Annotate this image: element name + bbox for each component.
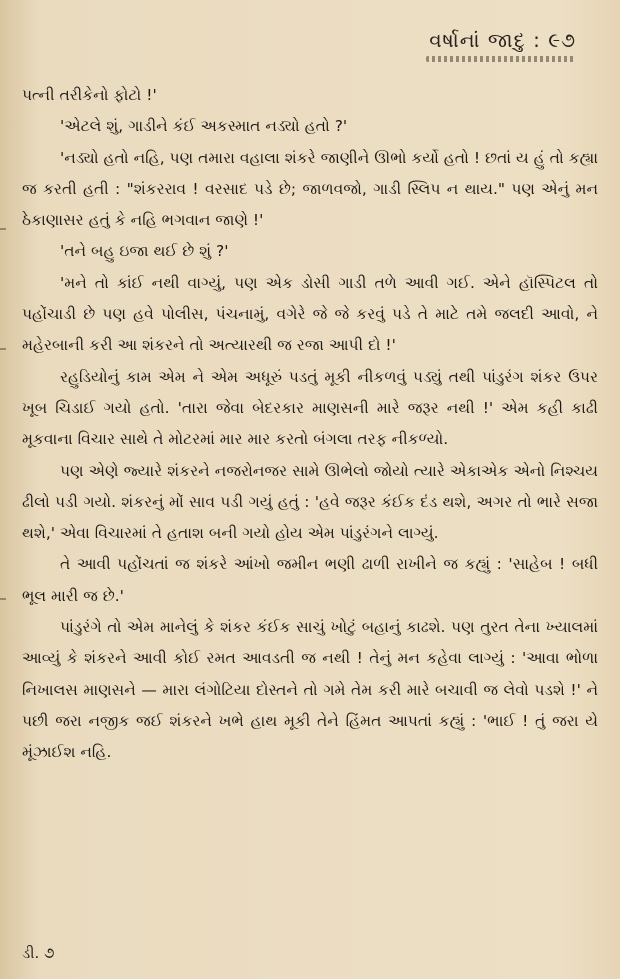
binding-mark — [0, 348, 6, 350]
paragraph: 'તને બહુ ઇજા થઈ છે શું ?' — [60, 242, 229, 261]
paragraph: તે આવી પહોંચતાં જ શંકરે આંખો જમીન ભણી ઢાળી રાખીને જ કહ્યું : 'સાહેબ ! બધી ભૂલ મારી જ છે.' — [22, 555, 598, 605]
paragraph: 'એટલે શું, ગાડીને કંઈ અકસ્માત નડ્યો હતો ?' — [60, 117, 348, 136]
running-header — [426, 28, 576, 62]
binding-mark — [0, 598, 6, 600]
paragraph: પાંડુરંગે તો એમ માનેલું કે શંકર કંઈક સાચું ખોટું બહાનું કાઢશે. પણ તુરત તેના ખ્યાલમાં આવ્યું કે શંકરને આવી કોઈ રમત આવડતી જ નથી ! તેનું મન કહેવા લાગ્યું : 'આવા ભોળા નિખાલસ માણસને — મારા લંગોટિયા દોસ્તને તો ગમે તેમ કરી મારે બચાવી જ લેવો પડશે !' ને પછી જરા નજીક જઈ શંકરને ખભે હાથ મૂકી તેને હિંમત આપતાં કહ્યું : 'ભાઈ ! તું જરા યે મૂંઝાઈશ નહિ. — [22, 618, 598, 762]
paragraph: પત્ની તરીકેનો ફોટો !' — [22, 86, 157, 104]
paragraph: પણ એણે જ્યારે શંકરને નજરોનજર સામે ઊભેલો જોયો ત્યારે એકાએક એનો નિશ્ચય ઢીલો પડી ગયો. શંકરનું મોં સાવ પડી ગયું હતું : 'હવે જરૂર કંઈક દંડ થશે, અગર તો ભારે સજા થશે,' એવા વિચારમાં તે હતાશ બની ગયો હોય એમ પાંડુરંગને લાગ્યું. — [22, 461, 598, 543]
signature-mark: ડી. ૭ — [22, 944, 55, 962]
paragraph: 'નડ્યો હતો નહિ, પણ તમારા વહાલા શંકરે જાણીને ઊભો કર્યો હતો ! છતાં ય હું તો કહ્યા જ કરતી હતી : "શંકરરાવ ! વરસાદ પડે છે; જાળવજો, ગાડી સ્લિપ ન થાય." પણ એનું મન ઠેકાણાસર હતું કે નહિ ભગવાન જાણે !' — [22, 148, 598, 230]
paragraph: 'મને તો કાંઈ નથી વાગ્યું, પણ એક ડોસી ગાડી તળે આવી ગઈ. એને હૉસ્પિટલ તો પહોંચાડી છે પણ હવે પોલીસ, પંચનામું, વગેરે જે જે કરવું પડે તે માટે તમે જલદી આવો, ને મહેરબાની કરી આ શંકરને તો અત્યારથી જ રજા આપી દો !' — [22, 273, 598, 355]
running-title: વર્ષાનાં જાદુ : ૯૭ — [429, 28, 576, 52]
paragraph: રહુડિયોનું કામ એમ ને એમ અધૂરું પડતું મૂકી નીકળવું પડ્યું તથી પાંડુરંગ શંકર ઉપર ખૂબ ચિડાઈ ગયો હતો. 'તારા જેવા બેદરકાર માણસની મારે જરૂર નથી !' એમ કહી કાઢી મૂકવાના વિચાર સાથે તે મોટરમાં માર માર કરતો બંગલા તરફ નીકળ્યો. — [22, 367, 598, 449]
binding-mark — [0, 228, 6, 230]
header-wavy-rule — [426, 56, 576, 62]
body-text — [22, 80, 598, 769]
